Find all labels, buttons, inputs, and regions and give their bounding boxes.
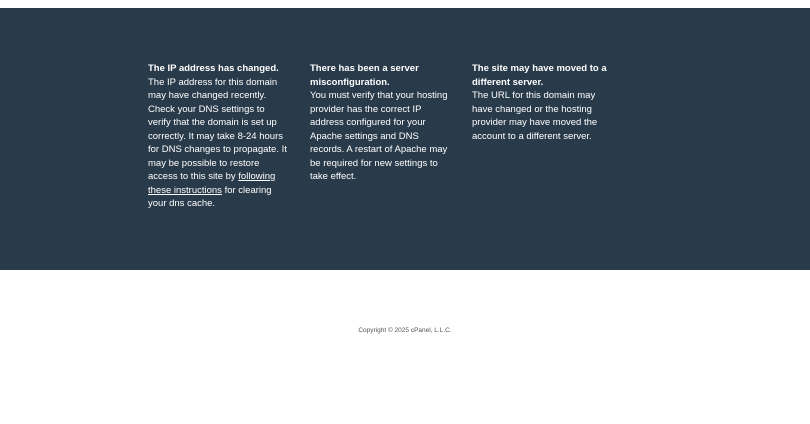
copyright-footer: Copyright © 2025 cPanel, L.L.C. xyxy=(358,327,452,334)
section-heading: The IP address has changed. xyxy=(148,63,279,74)
section-body: The URL for this domain may have changed or the hosting provider may have moved the account to a different server. xyxy=(472,90,598,142)
section-body-text-end: for clearing your dns cache. xyxy=(148,184,272,209)
section-body xyxy=(148,76,288,211)
section-body: You must verify that your hosting provider has the correct IP address configured for your Apache settings and DNS records. A restart of Apache may be required for new settings to take effect. xyxy=(310,90,448,182)
top-strip xyxy=(0,0,810,8)
section-site-moved xyxy=(472,62,612,143)
dns-instructions-link[interactable]: following these instructions xyxy=(148,171,276,196)
section-heading: The site may have moved to a different server. xyxy=(472,63,607,88)
section-ip-changed xyxy=(148,62,288,211)
error-banner xyxy=(0,8,810,270)
section-server-misconfiguration xyxy=(310,62,450,184)
section-body-text: The IP address for this domain may have changed recently. Check your DNS settings to verify that the domain is set up correctly. It may take 8-24 hours for DNS changes to propagate. It may be possible to restore access to this site by xyxy=(148,76,287,182)
section-heading: There has been a server misconfiguration. xyxy=(310,63,419,88)
